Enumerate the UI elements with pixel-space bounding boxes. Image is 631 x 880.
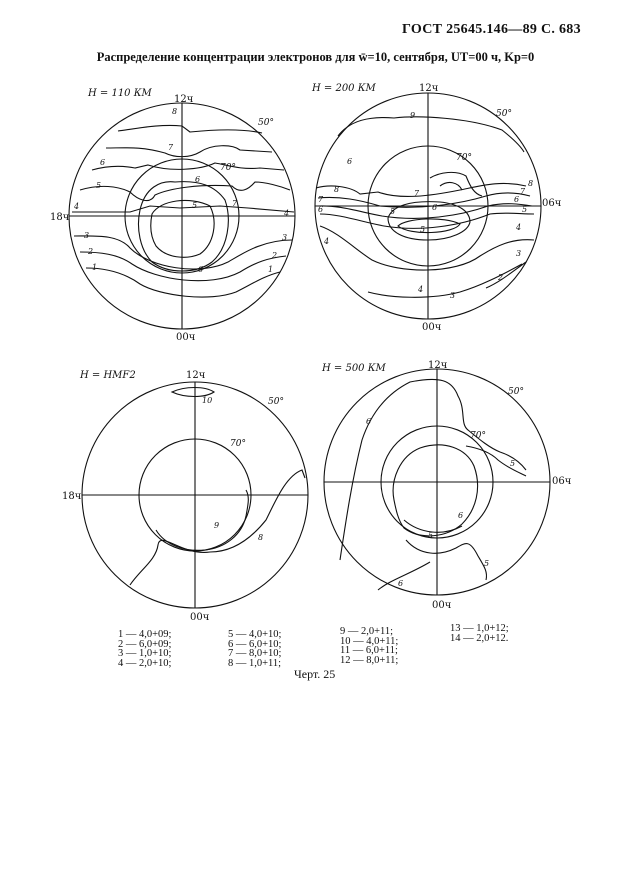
contour-label: 6 xyxy=(347,157,353,166)
contour-label: 4 xyxy=(324,237,330,246)
contour-label: 5 xyxy=(522,205,528,214)
contour-upper-6 xyxy=(440,183,462,190)
legend-item: 13 — 1,0+12; xyxy=(450,623,509,634)
contour-label: 3 xyxy=(84,231,90,240)
label-50deg: 50° xyxy=(496,109,512,119)
contour-9 xyxy=(338,117,524,152)
contour-6-inner xyxy=(393,445,477,536)
contour-label: 5 xyxy=(484,559,490,568)
legend-item: 11 — 6,0+11; xyxy=(340,645,398,656)
contour-6-lower xyxy=(378,562,430,590)
label-06h: 06ч xyxy=(542,198,562,209)
contour-9 xyxy=(156,490,248,550)
contour-label: 2 xyxy=(272,251,278,260)
contour-label: 9 xyxy=(410,111,416,120)
contour-5-lower xyxy=(406,540,490,580)
contour-label: 6 xyxy=(318,205,324,214)
panel-height-label: H = 500 КМ xyxy=(322,363,386,374)
contour-label: 6 xyxy=(198,265,204,274)
label-70deg: 70° xyxy=(220,163,236,173)
contour-label: 9 xyxy=(214,521,220,530)
contour-5 xyxy=(320,213,534,228)
panel-500km xyxy=(321,360,572,611)
label-50deg: 50° xyxy=(258,118,274,128)
contour-label: 6 xyxy=(514,195,520,204)
panel-height-label: H = 200 КМ xyxy=(312,83,376,94)
label-70deg: 70° xyxy=(456,153,472,163)
label-50deg: 50° xyxy=(508,387,524,397)
legend-item: 12 — 8,0+11; xyxy=(340,654,399,666)
contour-2 xyxy=(486,262,526,288)
figure-title: Распределение концентрации электронов для w̄=10, сентября, UT=00 ч, Kp=0 xyxy=(96,50,535,64)
contour-3 xyxy=(74,236,292,269)
contour-label: 4 xyxy=(74,202,80,211)
contour-label: 3 xyxy=(450,291,456,300)
contour-label: 7 xyxy=(414,189,420,198)
legend-col-1 xyxy=(118,630,171,668)
legend-item: 4 — 2,0+10; xyxy=(118,657,172,669)
contour-5 xyxy=(80,182,290,201)
legend-item: 3 — 1,0+10; xyxy=(118,648,172,659)
contour-label: 5 xyxy=(428,531,434,540)
label-00h: 00ч xyxy=(422,322,442,333)
label-18h: 18ч xyxy=(62,491,82,502)
legend-item: 2 — 6,0+09; xyxy=(118,638,172,650)
legend-col-4 xyxy=(450,624,509,643)
legend-col-2 xyxy=(228,630,281,668)
contour-label: 6 xyxy=(195,175,201,184)
contour-inner-5 xyxy=(398,219,460,233)
contour-label: 7 xyxy=(232,199,238,208)
label-70deg: 70° xyxy=(230,439,246,449)
panel-110km xyxy=(50,88,295,343)
contour-label: 2 xyxy=(88,247,94,256)
legend-item: 9 — 2,0+11; xyxy=(340,626,394,637)
legend-col-3 xyxy=(340,627,398,665)
panel-hmf2 xyxy=(62,370,308,623)
contour-2 xyxy=(80,252,286,281)
contour-label: 10 xyxy=(202,396,213,405)
contour-label: 6 xyxy=(366,417,372,426)
legend-item: 7 — 8,0+10; xyxy=(228,648,282,659)
label-12h: 12ч xyxy=(428,360,448,371)
label-00h: 00ч xyxy=(432,600,452,611)
contour-label: 2 xyxy=(498,273,504,282)
panel-height-label: H = HMF2 xyxy=(80,370,136,381)
contour-4 xyxy=(72,206,294,212)
legend-item: 14 — 2,0+12. xyxy=(450,632,509,644)
legend-item: 10 — 4,0+11; xyxy=(340,635,399,647)
contour-label: 8 xyxy=(528,179,534,188)
contour-label: 3 xyxy=(282,233,288,242)
contour-label: 6 xyxy=(398,579,404,588)
panel-200km xyxy=(311,83,562,333)
legend-item: 5 — 4,0+10; xyxy=(228,629,282,640)
legend-item: 1 — 4,0+09; xyxy=(118,629,172,640)
contour-label: 7 xyxy=(168,143,174,152)
label-50deg: 50° xyxy=(268,397,284,407)
contour-label: 1 xyxy=(268,265,274,274)
contour-label: 8 xyxy=(258,533,264,542)
label-70deg: 70° xyxy=(470,431,486,441)
contour-label: 5 xyxy=(510,459,516,468)
label-06h: 06ч xyxy=(552,476,572,487)
contour-7 xyxy=(106,146,272,157)
contour-label: 6 xyxy=(432,203,438,212)
label-00h: 00ч xyxy=(176,332,196,343)
contour-label: 5 xyxy=(390,207,396,216)
contour-label: 3 xyxy=(516,249,522,258)
contour-label: 6 xyxy=(458,511,464,520)
legend-item: 6 — 6,0+10; xyxy=(228,638,282,650)
contour-8 xyxy=(118,125,262,133)
contour-6-upper xyxy=(92,163,284,170)
contour-label: 4 xyxy=(516,223,522,232)
label-12h: 12ч xyxy=(186,370,206,381)
contour-label: 4 xyxy=(418,285,424,294)
contour-label: 7 xyxy=(520,187,526,196)
contour-label: 5 xyxy=(420,225,426,234)
label-00h: 00ч xyxy=(190,612,210,623)
contour-label: 7 xyxy=(318,195,324,204)
contour-label: 5 xyxy=(96,181,102,190)
page-header: ГОСТ 25645.146—89 С. 683 xyxy=(402,22,581,37)
contour-label: 6 xyxy=(100,158,106,167)
label-18h: 18ч xyxy=(50,212,70,223)
contour-label: 8 xyxy=(172,107,178,116)
label-12h: 12ч xyxy=(419,83,439,94)
contour-label: 4 xyxy=(284,209,290,218)
contour-label: 1 xyxy=(92,263,98,272)
contour-label: 5 xyxy=(192,201,198,210)
figure-caption: Черт. 25 xyxy=(294,667,336,681)
label-12h: 12ч xyxy=(174,94,194,105)
panel-height-label: H = 110 КМ xyxy=(88,88,152,99)
contour-label: 8 xyxy=(334,185,340,194)
contour-1 xyxy=(86,268,280,297)
legend-item: 8 — 1,0+11; xyxy=(228,657,282,669)
